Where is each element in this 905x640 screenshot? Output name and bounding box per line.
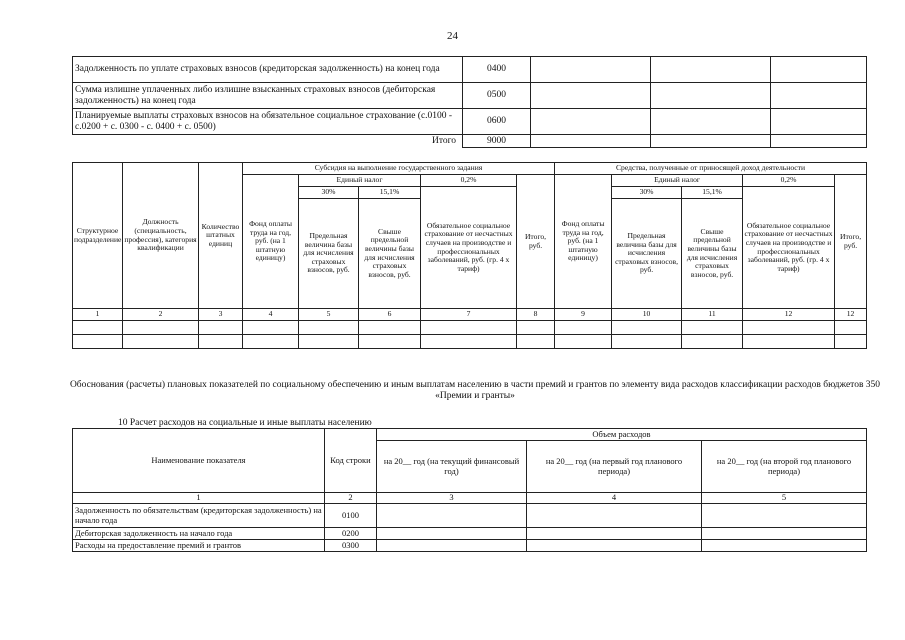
data-cell[interactable]	[199, 321, 243, 335]
row-code: 0300	[325, 540, 377, 552]
value-cell[interactable]	[771, 57, 867, 83]
header-fund: Фонд оплаты труда на год, руб. (на 1 штатную единицу)	[243, 175, 299, 309]
header-year-current: на 20__ год (на текущий финансовый год)	[377, 441, 527, 493]
column-number: 2	[325, 493, 377, 504]
data-cell[interactable]	[421, 321, 517, 335]
header-mandatory-insurance: Обязательное социальное страхование от несчастных случаев на производстве и профессиональных заболеваний, руб. (гр. 4 х тариф)	[421, 187, 517, 309]
header-above-limit: Свыше предельной величины базы для исчисления страховых взносов, руб.	[359, 199, 421, 309]
value-cell[interactable]	[702, 504, 867, 528]
data-cell[interactable]	[199, 335, 243, 349]
data-cell[interactable]	[743, 321, 835, 335]
column-number: 6	[359, 309, 421, 321]
header-total: Итого, руб.	[517, 175, 555, 309]
value-cell[interactable]	[377, 540, 527, 552]
data-cell[interactable]	[243, 335, 299, 349]
value-cell[interactable]	[771, 83, 867, 109]
column-number: 5	[299, 309, 359, 321]
row-label: Задолженность по уплате страховых взносов (кредиторская задолженность) на конец года	[73, 57, 463, 83]
value-cell[interactable]	[702, 528, 867, 540]
header-rate-151: 15,1%	[682, 187, 743, 199]
table-row	[73, 504, 867, 528]
value-cell[interactable]	[377, 504, 527, 528]
header-structural-unit: Структурное подразделение	[73, 163, 123, 309]
data-cell[interactable]	[835, 335, 867, 349]
header-year-second: на 20__ год (на второй год планового периода)	[702, 441, 867, 493]
column-number: 8	[517, 309, 555, 321]
column-number: 1	[73, 309, 123, 321]
data-cell[interactable]	[123, 321, 199, 335]
header-rate-30: 30%	[299, 187, 359, 199]
column-number: 3	[377, 493, 527, 504]
value-cell[interactable]	[771, 135, 867, 148]
table-row	[73, 528, 867, 540]
data-cell[interactable]	[359, 335, 421, 349]
column-number: 5	[702, 493, 867, 504]
header-fund: Фонд оплаты труда на год, руб. (на 1 штатную единицу)	[555, 175, 612, 309]
section-title: 10 Расчет расходов на социальные и иные выплаты населению	[118, 418, 372, 428]
social-payments-table	[72, 428, 867, 552]
data-cell[interactable]	[682, 335, 743, 349]
data-cell[interactable]	[123, 335, 199, 349]
value-cell[interactable]	[651, 57, 771, 83]
header-row-code: Код строки	[325, 429, 377, 493]
header-subsidy-group: Субсидия на выполнение государственного задания	[243, 163, 555, 175]
column-number: 7	[421, 309, 517, 321]
data-cell[interactable]	[517, 335, 555, 349]
value-cell[interactable]	[531, 57, 651, 83]
data-cell[interactable]	[612, 321, 682, 335]
table-row	[73, 540, 867, 552]
column-number: 10	[612, 309, 682, 321]
column-number: 12	[743, 309, 835, 321]
value-cell[interactable]	[702, 540, 867, 552]
column-number: 11	[682, 309, 743, 321]
header-within-limit: Предельная величина базы для исчисления страховых взносов, руб.	[612, 199, 682, 309]
header-rate-02: 0,2%	[421, 175, 517, 187]
row-code: 0400	[463, 57, 531, 83]
column-number: 4	[243, 309, 299, 321]
value-cell[interactable]	[377, 528, 527, 540]
staff-calculation-table	[72, 162, 867, 349]
header-position: Должность (специальность, профессия), категория квалификации	[123, 163, 199, 309]
data-cell[interactable]	[299, 321, 359, 335]
data-cell[interactable]	[555, 321, 612, 335]
column-numbers-row	[73, 309, 867, 321]
header-above-limit: Свыше предельной величины базы для исчисления страховых взносов, руб.	[682, 199, 743, 309]
data-cell[interactable]	[517, 321, 555, 335]
data-cell[interactable]	[299, 335, 359, 349]
data-cell[interactable]	[359, 321, 421, 335]
header-indicator-name: Наименование показателя	[73, 429, 325, 493]
data-cell[interactable]	[243, 321, 299, 335]
header-within-limit: Предельная величина базы для исчисления страховых взносов, руб.	[299, 199, 359, 309]
value-cell[interactable]	[527, 540, 702, 552]
header-single-tax: Единый налог	[612, 175, 743, 187]
row-label: Сумма излишне уплаченных либо излишне взысканных страховых взносов (дебиторская задолженность) на конец года	[73, 83, 463, 109]
section-caption: Обоснования (расчеты) плановых показателей по социальному обеспечению и иным выплатам населению в части премий и грантов по элементу вида расходов классификации расходов бюджетов 350 «Премии и гранты»	[69, 380, 881, 401]
table-row	[73, 109, 867, 135]
page-number: 24	[447, 30, 458, 42]
header-single-tax: Единый налог	[299, 175, 421, 187]
value-cell[interactable]	[651, 83, 771, 109]
table-row	[73, 57, 867, 83]
header-mandatory-insurance: Обязательное социальное страхование от несчастных случаев на производстве и профессиональных заболеваний, руб. (гр. 4 х тариф)	[743, 187, 835, 309]
header-rate-30: 30%	[612, 187, 682, 199]
value-cell[interactable]	[531, 83, 651, 109]
data-cell[interactable]	[743, 335, 835, 349]
header-year-first: на 20__ год (на первый год планового периода)	[527, 441, 702, 493]
header-staff-count: Количество штатных единиц	[199, 163, 243, 309]
header-total: Итого, руб.	[835, 175, 867, 309]
header-rate-02: 0,2%	[743, 175, 835, 187]
row-label: Дебиторская задолженность на начало года	[73, 528, 325, 540]
value-cell[interactable]	[771, 109, 867, 135]
column-number: 1	[73, 493, 325, 504]
total-code: 9000	[463, 135, 531, 148]
column-number: 2	[123, 309, 199, 321]
table-row	[73, 335, 867, 349]
total-row	[73, 135, 867, 148]
row-code: 0500	[463, 83, 531, 109]
value-cell[interactable]	[531, 109, 651, 135]
column-numbers-row	[73, 493, 867, 504]
row-code: 0200	[325, 528, 377, 540]
column-number: 9	[555, 309, 612, 321]
value-cell[interactable]	[651, 109, 771, 135]
row-label: Задолженность по обязательствам (кредиторская задолженность) на начало года	[73, 504, 325, 528]
row-label: Планируемые выплаты страховых взносов на обязательное социальное страхование (с.0100 - с.0200 + с. 0300 - с. 0400 + с. 0500)	[73, 109, 463, 135]
data-cell[interactable]	[555, 335, 612, 349]
data-cell[interactable]	[682, 321, 743, 335]
table-row	[73, 83, 867, 109]
total-label: Итого	[431, 136, 456, 146]
data-cell[interactable]	[421, 335, 517, 349]
column-number: 12	[835, 309, 867, 321]
column-number: 3	[199, 309, 243, 321]
header-income-group: Средства, полученные от приносящей доход деятельности	[555, 163, 867, 175]
header-rate-151: 15,1%	[359, 187, 421, 199]
table-row	[73, 321, 867, 335]
value-cell[interactable]	[531, 135, 651, 148]
value-cell[interactable]	[527, 504, 702, 528]
row-code: 0100	[325, 504, 377, 528]
row-code: 0600	[463, 109, 531, 135]
data-cell[interactable]	[73, 335, 123, 349]
header-volume-group: Объем расходов	[377, 429, 867, 441]
data-cell[interactable]	[73, 321, 123, 335]
insurance-summary-table	[72, 56, 867, 148]
value-cell[interactable]	[527, 528, 702, 540]
column-number: 4	[527, 493, 702, 504]
data-cell[interactable]	[612, 335, 682, 349]
row-label: Расходы на предоставление премий и грантов	[73, 540, 325, 552]
data-cell[interactable]	[835, 321, 867, 335]
value-cell[interactable]	[651, 135, 771, 148]
